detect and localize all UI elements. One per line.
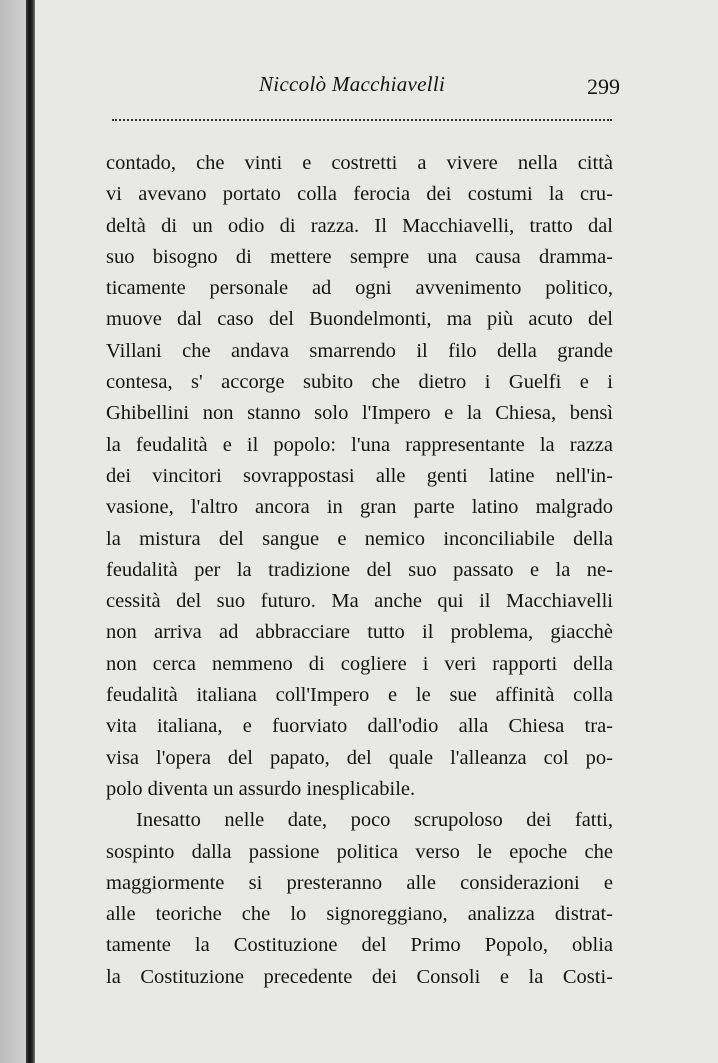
- text-line: vi avevano portato colla ferocia dei costumi la cru-: [106, 183, 613, 206]
- page-gutter-shadow: [0, 0, 26, 1063]
- text-line: tamente la Costituzione del Primo Popolo, oblia: [106, 934, 613, 957]
- page-header: [104, 72, 624, 102]
- book-spine: [26, 0, 35, 1063]
- text-line: alle teoriche che lo signoreggiano, analizza distrat-: [106, 903, 613, 926]
- text-line: visa l'opera del papato, del quale l'alleanza col po-: [106, 746, 613, 769]
- text-line: suo bisogno di mettere sempre una causa dramma-: [106, 245, 613, 268]
- paragraph-last-line: polo diventa un assurdo inesplicabile.: [106, 777, 416, 800]
- page-number: 299: [587, 74, 620, 99]
- text-line: deltà di un odio di razza. Il Macchiavelli, tratto dal: [106, 214, 613, 237]
- text-line: ticamente personale ad ogni avvenimento politico,: [106, 277, 613, 300]
- text-line: feudalità italiana coll'Impero e le sue affinità colla: [106, 684, 613, 707]
- text-line: non arriva ad abbracciare tutto il problema, giacchè: [106, 621, 613, 644]
- text-line: maggiormente si presteranno alle considerazioni e: [106, 871, 613, 894]
- body-text: [106, 148, 613, 993]
- text-line: vita italiana, e fuorviato dall'odio alla Chiesa tra-: [106, 715, 613, 738]
- text-line: cessità del suo futuro. Ma anche qui il Macchiavelli: [106, 590, 613, 613]
- header-dotted-rule: [112, 119, 612, 121]
- text-line: Ghibellini non stanno solo l'Impero e la Chiesa, bensì: [106, 402, 613, 425]
- text-line: la feudalità e il popolo: l'una rappresentante la razza: [106, 433, 613, 456]
- text-line: feudalità per la tradizione del suo passato e la ne-: [106, 558, 613, 581]
- running-title: Niccolò Macchiavelli: [259, 72, 446, 96]
- text-line: muove dal caso del Buondelmonti, ma più acuto del: [106, 308, 613, 331]
- text-line: la mistura del sangue e nemico inconciliabile della: [106, 527, 613, 550]
- text-line: contado, che vinti e costretti a vivere nella città: [106, 152, 613, 174]
- text-line: vasione, l'altro ancora in gran parte latino malgrado: [106, 496, 613, 519]
- text-line: dei vincitori sovrappostasi alle genti latine nell'in-: [106, 464, 613, 487]
- text-line: la Costituzione precedente dei Consoli e la Costi-: [106, 965, 613, 988]
- paragraph-first-line: Inesatto nelle date, poco scrupoloso dei fatti,: [136, 809, 613, 832]
- text-line: sospinto dalla passione politica verso le epoche che: [106, 840, 613, 863]
- text-line: contesa, s' accorge subito che dietro i Guelfi e i: [106, 371, 613, 394]
- text-line: Villani che andava smarrendo il filo della grande: [106, 339, 613, 362]
- text-line: non cerca nemmeno di cogliere i veri rapporti della: [106, 652, 613, 675]
